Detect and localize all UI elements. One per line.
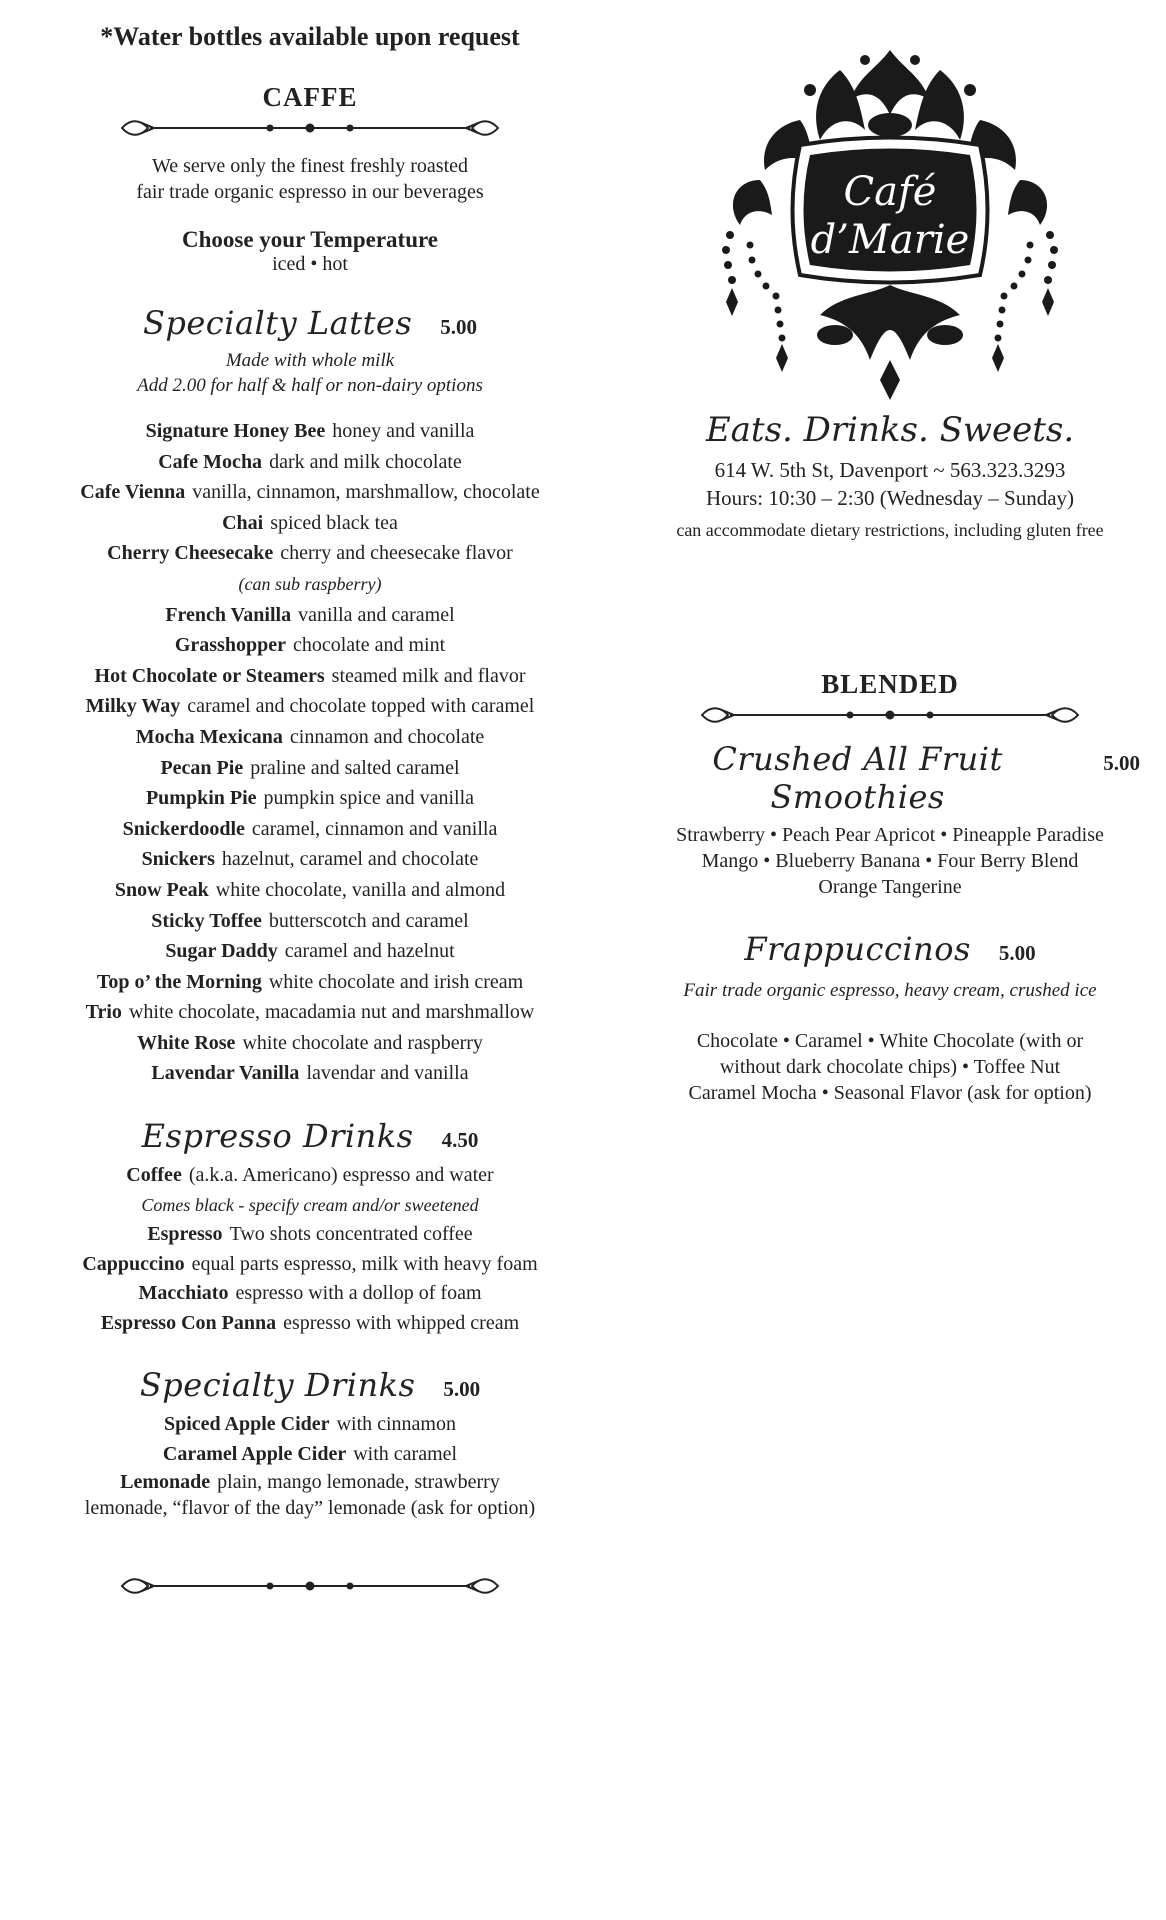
- item-description: chocolate and mint: [292, 634, 446, 657]
- item-description: dark and milk chocolate: [269, 450, 462, 473]
- list-item: [30, 722, 590, 753]
- item-name: Pecan Pie: [160, 756, 244, 779]
- item-description: equal parts espresso, milk with heavy foam: [191, 1252, 538, 1275]
- item-name: Snickerdoodle: [122, 817, 245, 840]
- item-name: Cafe Vienna: [80, 481, 186, 504]
- list-item: [30, 906, 590, 937]
- item-name: Coffee: [126, 1164, 182, 1187]
- frappuccinos-header: [640, 930, 1140, 968]
- right-column: [640, 30, 1140, 1106]
- item-name: Cappuccino: [82, 1252, 185, 1275]
- item-name: French Vanilla: [165, 603, 292, 626]
- list-item: [30, 844, 590, 875]
- temperature-heading: Choose your Temperature: [182, 227, 438, 252]
- item-name: Snickers: [141, 848, 215, 871]
- logo-text: [690, 168, 1090, 264]
- caffe-intro-1: We serve only the finest freshly roasted: [151, 155, 469, 177]
- item-description: cinnamon and chocolate: [289, 725, 485, 748]
- item-description: steamed milk and flavor: [331, 664, 526, 687]
- item-description: vanilla and caramel: [298, 603, 455, 626]
- frappuccinos-price: 5.00: [998, 941, 1036, 965]
- frappuccinos-line-3: Caramel Mocha • Seasonal Flavor (ask for option): [688, 1082, 1092, 1104]
- list-item: [30, 936, 590, 967]
- address: 614 W. 5th St, Davenport ~ 563.323.3293: [714, 458, 1066, 482]
- list-item: [30, 1250, 590, 1280]
- item-name: Chai: [222, 511, 264, 534]
- list-item: [30, 1440, 590, 1470]
- list-item: [30, 997, 590, 1028]
- lattes-note-2: Add 2.00 for half & half or non-dairy options: [137, 375, 483, 396]
- item-name: Signature Honey Bee: [145, 420, 326, 442]
- item-description: lavendar and vanilla: [306, 1062, 469, 1085]
- item-description: caramel and chocolate topped with caramel: [187, 695, 535, 718]
- item-description: hazelnut, caramel and chocolate: [221, 848, 479, 871]
- espresso-drinks-title: Espresso Drinks: [141, 1117, 414, 1156]
- frappuccinos-line-1: Chocolate • Caramel • White Chocolate (with or: [696, 1030, 1084, 1052]
- item-description: white chocolate and raspberry: [242, 1031, 483, 1054]
- item-name: Trio: [85, 1001, 122, 1024]
- item-name: Lavendar Vanilla: [151, 1062, 300, 1085]
- specialty-lattes-header: [30, 304, 590, 342]
- item-description: butterscotch and caramel: [268, 909, 469, 932]
- frappuccinos-note: Fair trade organic espresso, heavy cream, crushed ice: [683, 980, 1097, 1001]
- smoothies-line-2: Mango • Blueberry Banana • Four Berry Blend: [701, 850, 1079, 872]
- caffe-intro-2: fair trade organic espresso in our beverages: [136, 181, 484, 203]
- item-name: Mocha Mexicana: [135, 725, 283, 748]
- item-name: Top o’ the Morning: [96, 970, 262, 993]
- ornament-divider-bottom: [120, 1575, 500, 1597]
- temperature-options: iced • hot: [272, 253, 348, 275]
- dietary-note: can accommodate dietary restrictions, including gluten free: [676, 520, 1104, 540]
- item-name: Sticky Toffee: [151, 909, 262, 932]
- list-item-note: (can sub raspberry): [238, 573, 382, 594]
- smoothies-title: Crushed All Fruit Smoothies: [712, 740, 1003, 816]
- list-item: [30, 630, 590, 661]
- frappuccinos-line-2: without dark chocolate chips) • Toffee Nut: [719, 1056, 1061, 1078]
- smoothies-price: 5.00: [1103, 751, 1140, 775]
- list-item: [30, 967, 590, 998]
- specialty-lattes-price: 5.00: [440, 315, 478, 339]
- item-name: Hot Chocolate or Steamers: [94, 664, 325, 687]
- specialty-lattes-title: Specialty Lattes: [142, 304, 413, 342]
- espresso-drinks-header: [30, 1117, 590, 1155]
- espresso-drinks-price: 4.50: [441, 1128, 479, 1153]
- cafe-logo: [690, 30, 1090, 410]
- item-name: Espresso: [147, 1223, 223, 1246]
- list-item: [30, 538, 590, 569]
- item-name: Pumpkin Pie: [145, 787, 257, 810]
- item-name: Milky Way: [85, 695, 181, 718]
- list-item-note: Comes black - specify cream and/or sweetened: [141, 1194, 479, 1215]
- blended-title: BLENDED: [821, 669, 959, 699]
- item-name: Spiced Apple Cider: [163, 1413, 330, 1436]
- item-description: plain, mango lemonade, strawberry: [217, 1471, 500, 1494]
- list-item: [30, 477, 590, 508]
- item-name: White Rose: [137, 1031, 236, 1054]
- item-name: Cafe Mocha: [158, 450, 263, 473]
- item-description: espresso with whipped cream: [283, 1311, 520, 1334]
- lattes-note-1: Made with whole milk: [225, 350, 395, 371]
- list-item: [30, 783, 590, 814]
- item-name: Sugar Daddy: [165, 940, 278, 963]
- specialty-drinks-header: [30, 1366, 590, 1404]
- item-description: caramel and hazelnut: [284, 940, 455, 963]
- item-name: Cherry Cheesecake: [107, 542, 274, 565]
- item-description: (a.k.a. Americano) espresso and water: [188, 1164, 494, 1187]
- list-item-continued: lemonade, “flavor of the day” lemonade (ask for option): [84, 1497, 536, 1520]
- list-item: [30, 447, 590, 478]
- ornament-divider: [120, 117, 500, 139]
- smoothies-header: [640, 740, 1140, 816]
- item-description: Two shots concentrated coffee: [229, 1223, 473, 1246]
- list-item: [30, 875, 590, 906]
- list-item: [30, 600, 590, 631]
- lattes-list: [30, 416, 590, 1089]
- item-description: caramel, cinnamon and vanilla: [251, 817, 498, 840]
- list-item: [30, 1410, 590, 1440]
- item-name: Grasshopper: [174, 634, 286, 657]
- item-description: cherry and cheesecake flavor: [280, 542, 513, 565]
- item-name: Caramel Apple Cider: [162, 1442, 347, 1465]
- left-column: [30, 22, 590, 1611]
- list-item: [30, 508, 590, 539]
- item-description: white chocolate, macadamia nut and marshmallow: [128, 1001, 535, 1024]
- list-item: [30, 1058, 590, 1089]
- item-description: pumpkin spice and vanilla: [263, 787, 475, 810]
- item-name: Macchiato: [138, 1282, 229, 1305]
- list-item: [30, 753, 590, 784]
- item-description: praline and salted caramel: [250, 756, 460, 779]
- list-item: [30, 1309, 590, 1339]
- item-description: vanilla, cinnamon, marshmallow, chocolate: [192, 481, 540, 504]
- list-item: [30, 1028, 590, 1059]
- item-description: with cinnamon: [336, 1413, 456, 1436]
- logo-line-1: Café: [843, 169, 937, 215]
- list-item: [30, 814, 590, 845]
- logo-line-2: d’Marie: [810, 217, 970, 263]
- item-description: white chocolate, vanilla and almond: [215, 878, 506, 901]
- list-item: [30, 416, 590, 447]
- water-note: *Water bottles available upon request: [100, 22, 520, 51]
- specialty-drinks-list: [30, 1410, 590, 1521]
- list-item: [30, 691, 590, 722]
- item-description: honey and vanilla: [332, 420, 475, 442]
- item-description: with caramel: [353, 1442, 458, 1465]
- item-description: espresso with a dollop of foam: [235, 1282, 482, 1305]
- item-description: spiced black tea: [270, 511, 398, 534]
- hours: Hours: 10:30 – 2:30 (Wednesday – Sunday): [705, 486, 1075, 510]
- specialty-drinks-price: 5.00: [443, 1377, 481, 1402]
- item-name: Snow Peak: [114, 878, 209, 901]
- blended-section: [640, 669, 1140, 1106]
- list-item: [30, 1469, 590, 1495]
- list-item: [30, 1279, 590, 1309]
- list-item: [30, 661, 590, 692]
- item-name: Espresso Con Panna: [100, 1311, 277, 1334]
- list-item: [30, 1161, 590, 1191]
- smoothies-line-1: Strawberry • Peach Pear Apricot • Pineapple Paradise: [676, 824, 1104, 846]
- ornament-divider-blended: [700, 704, 1080, 726]
- specialty-drinks-title: Specialty Drinks: [139, 1366, 416, 1405]
- espresso-list: [30, 1161, 590, 1338]
- frappuccinos-title: Frappuccinos: [744, 930, 971, 968]
- list-item: [30, 1220, 590, 1250]
- caffe-title: CAFFE: [262, 82, 358, 112]
- item-name: Lemonade: [120, 1471, 211, 1494]
- smoothies-line-3: Orange Tangerine: [818, 876, 962, 898]
- tagline: Eats. Drinks. Sweets.: [705, 410, 1075, 450]
- item-description: white chocolate and irish cream: [268, 970, 524, 993]
